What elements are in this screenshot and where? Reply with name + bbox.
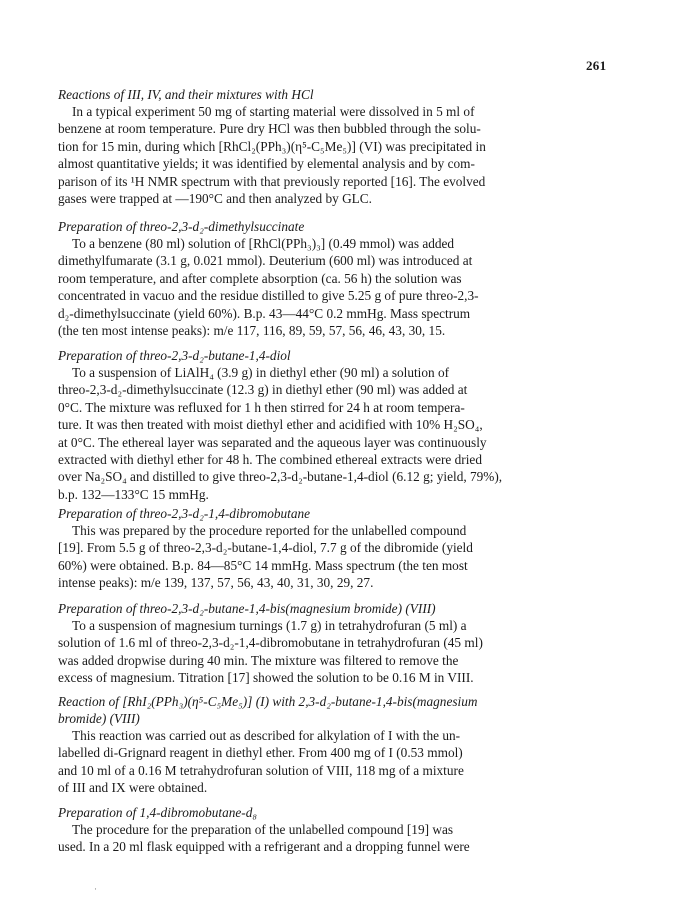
body-line: at 0°C. The ethereal layer was separated and the aqueous layer was continuously xyxy=(58,434,487,450)
body-line: This was prepared by the procedure reported for the unlabelled compound xyxy=(72,523,467,538)
section-rhodium-reaction xyxy=(58,693,630,797)
page-number: 261 xyxy=(586,58,607,73)
body-line: threo-2,3-d₂-dimethylsuccinate (12.3 g) in diethyl ether (90 ml) was added at xyxy=(58,382,468,398)
body-line: used. In a 20 ml flask equipped with a refrigerant and a dropping funnel were xyxy=(58,839,470,855)
body-line: excess of magnesium. Titration [17] showed the solution to be 0.16 M in VIII. xyxy=(58,670,474,686)
body-line: gases were trapped at —190°C and then analyzed by GLC. xyxy=(58,191,373,207)
body-line: of III and IX were obtained. xyxy=(58,780,208,796)
section-dimethylsuccinate xyxy=(58,218,630,339)
section-heading: Reactions of III, IV, and their mixtures with HCl xyxy=(58,87,314,102)
scan-speck: · xyxy=(94,884,97,894)
section-heading: Preparation of threo-2,3-d₂-dimethylsuccinate xyxy=(58,219,305,234)
section-grignard-prep xyxy=(58,600,630,687)
body-line: To a suspension of LiAlH₄ (3.9 g) in diethyl ether (90 ml) a solution of xyxy=(72,365,450,380)
body-line: The procedure for the preparation of the unlabelled compound [19] was xyxy=(72,822,454,837)
body-line: 60%) were obtained. B.p. 84—85°C 14 mmHg. Mass spectrum (the ten most xyxy=(58,557,468,573)
section-hcl-reactions xyxy=(58,86,630,207)
body-line: solution of 1.6 ml of threo-2,3-d₂-1,4-dibromobutane in tetrahydrofuran (45 ml) xyxy=(58,635,483,651)
body-line: ture. It was then treated with moist diethyl ether and acidified with 10% H₂SO₄, xyxy=(58,417,483,433)
section-heading: Preparation of 1,4-dibromobutane-d₈ xyxy=(58,805,258,820)
body-line: and 10 ml of a 0.16 M tetrahydrofuran solution of VIII, 118 mg of a mixture xyxy=(58,762,464,778)
section-heading-continued: bromide) (VIII) xyxy=(58,711,140,726)
body-line: tion for 15 min, during which [RhCl₂(PPh₃)(η⁵-C₅Me₅)] (VI) was precipitated in xyxy=(58,138,486,154)
section-dibromobutane xyxy=(58,505,630,592)
body-line: over Na₂SO₄ and distilled to give threo-2,3-d₂-butane-1,4-diol (6.12 g; yield, 79%), xyxy=(58,469,503,485)
body-line: room temperature, and after complete absorption (ca. 56 h) the solution was xyxy=(58,270,462,286)
section-heading: Reaction of [RhI₂(PPh₃)(η⁵-C₅Me₅)] (I) with 2,3-d₂-butane-1,4-bis(magnesium xyxy=(58,694,478,709)
body-line: intense peaks): m/e 139, 137, 57, 56, 43, 40, 31, 30, 29, 27. xyxy=(58,575,374,591)
section-dibromobutane-d8 xyxy=(58,804,630,856)
section-heading: Preparation of threo-2,3-d₂-butane-1,4-bis(magnesium bromide) (VIII) xyxy=(58,601,436,616)
section-butanediol xyxy=(58,347,630,503)
body-line: To a suspension of magnesium turnings (1.7 g) in tetrahydrofuran (5 ml) a xyxy=(72,618,467,633)
body-line: b.p. 132—133°C 15 mmHg. xyxy=(58,486,209,502)
body-line: 0°C. The mixture was refluxed for 1 h then stirred for 24 h at room tempera- xyxy=(58,399,465,415)
section-heading: Preparation of threo-2,3-d₂-1,4-dibromobutane xyxy=(58,506,311,521)
body-line: benzene at room temperature. Pure dry HCl was then bubbled through the solu- xyxy=(58,121,481,137)
body-line: concentrated in vacuo and the residue distilled to give 5.25 g of pure threo-2,3- xyxy=(58,288,479,304)
body-line: d₂-dimethylsuccinate (yield 60%). B.p. 43—44°C 0.2 mmHg. Mass spectrum xyxy=(58,305,471,321)
body-line: extracted with diethyl ether for 48 h. The combined ethereal extracts were dried xyxy=(58,452,482,468)
body-line: labelled di-Grignard reagent in diethyl ether. From 400 mg of I (0.53 mmol) xyxy=(58,745,463,761)
body-line: In a typical experiment 50 mg of starting material were dissolved in 5 ml of xyxy=(72,104,475,119)
body-line: almost quantitative yields; it was identified by elemental analysis and by com- xyxy=(58,156,475,172)
body-line: [19]. From 5.5 g of threo-2,3-d₂-butane-1,4-diol, 7.7 g of the dibromide (yield xyxy=(58,540,473,556)
body-line: was added dropwise during 40 min. The mixture was filtered to remove the xyxy=(58,652,459,668)
body-line: This reaction was carried out as described for alkylation of I with the un- xyxy=(72,728,461,743)
body-line: dimethylfumarate (3.1 g, 0.021 mmol). Deuterium (600 ml) was introduced at xyxy=(58,253,473,269)
section-heading: Preparation of threo-2,3-d₂-butane-1,4-diol xyxy=(58,348,291,363)
body-line: parison of its ¹H NMR spectrum with that previously reported [16]. The evolved xyxy=(58,173,486,189)
body-line: (the ten most intense peaks): m/e 117, 116, 89, 59, 57, 56, 46, 43, 30, 15. xyxy=(58,323,446,339)
body-line: To a benzene (80 ml) solution of [RhCl(PPh₃)₃] (0.49 mmol) was added xyxy=(72,236,455,251)
